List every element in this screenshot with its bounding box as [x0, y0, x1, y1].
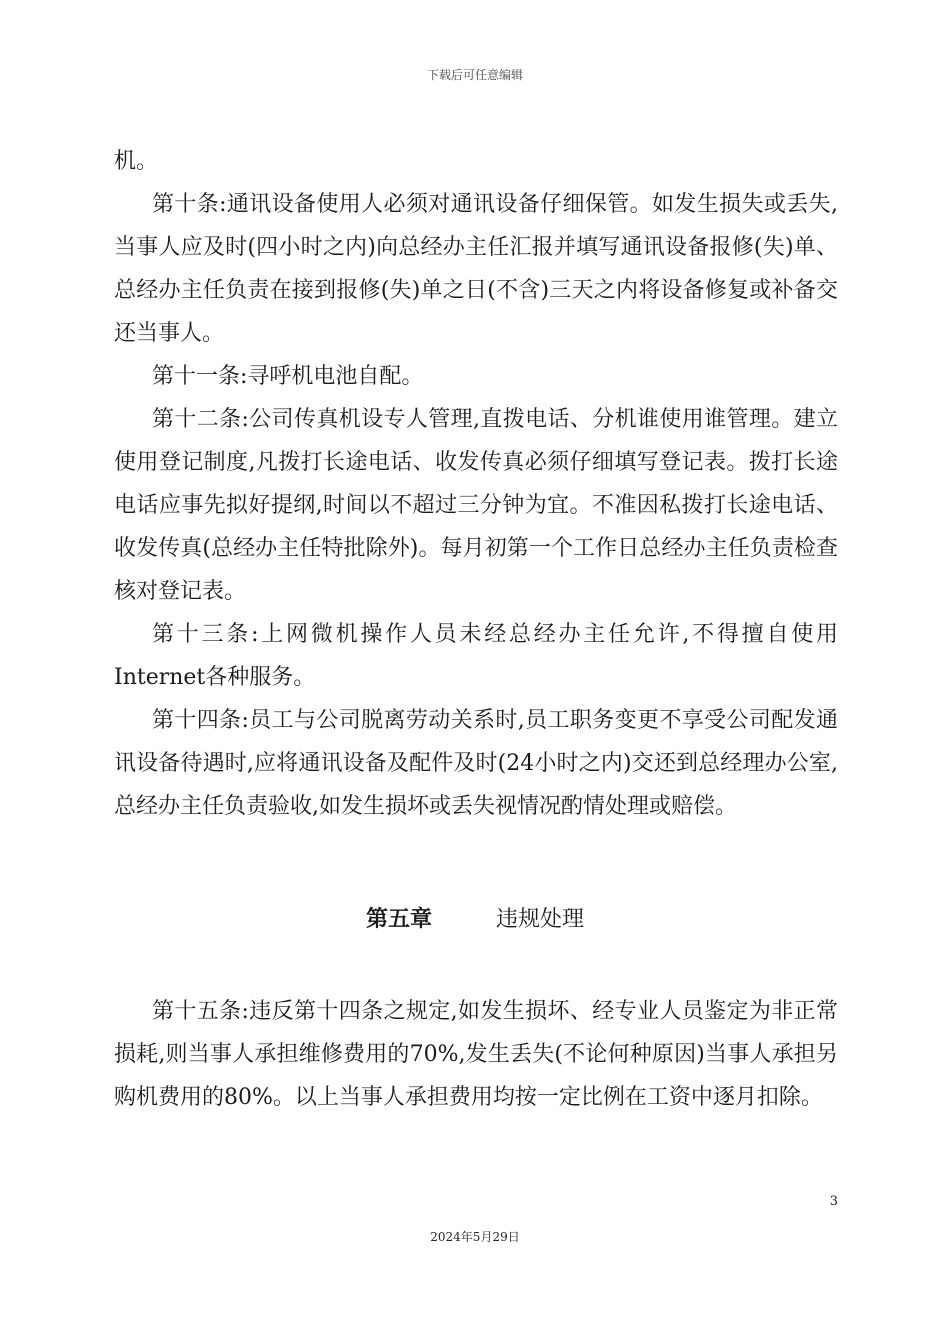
body-text-2 [114, 990, 838, 1119]
chapter-title: 违规处理 [496, 907, 585, 932]
paragraph: 第十二条:公司传真机设专人管理,直拨电话、分机谁使用谁管理。建立使用登记制度,凡拨打长途电话、收发传真必须仔细填写登记表。拨打长途电话应事先拟好提纲,时间以不超过三分钟为宜。不准因私拨打长途电话、收发传真(总经办主任特批除外)。每月初第一个工作日总经办主任负责检查核对登记表。 [114, 407, 838, 604]
paragraph: 第十条:通讯设备使用人必须对通讯设备仔细保管。如发生损失或丢失,当事人应及时(四小时之内)向总经办主任汇报并填写通讯设备报修(失)单、总经办主任负责在接到报修(失)单之日(不含)三天之内将设备修复或补备交还当事人。 [114, 192, 838, 346]
paragraph: 第十三条:上网微机操作人员未经总经办主任允许,不得擅自使用Internet各种服务。 [114, 622, 838, 690]
footer-date: 2024年5月29日 [430, 1230, 520, 1244]
paragraph: 第十一条:寻呼机电池自配。 [152, 364, 424, 389]
body-text [114, 140, 838, 828]
header-note: 下载后可任意编辑 [426, 68, 523, 82]
chapter-heading [0, 898, 950, 941]
page-number: 3 [829, 1194, 838, 1209]
paragraph: 机。 [114, 149, 159, 174]
paragraph: 第十五条:违反第十四条之规定,如发生损坏、经专业人员鉴定为非正常损耗,则当事人承担维修费用的70%,发生丢失(不论何种原因)当事人承担另购机费用的80%。以上当事人承担费用均按一定比例在工资中逐月扣除。 [114, 999, 838, 1110]
chapter-number: 第五章 [365, 906, 432, 932]
paragraph: 第十四条:员工与公司脱离劳动关系时,员工职务变更不享受公司配发通讯设备待遇时,应将通讯设备及配件及时(24小时之内)交还到总经理办公室,总经办主任负责验收,如发生损坏或丢失视情况酌情处理或赔偿。 [114, 708, 838, 819]
